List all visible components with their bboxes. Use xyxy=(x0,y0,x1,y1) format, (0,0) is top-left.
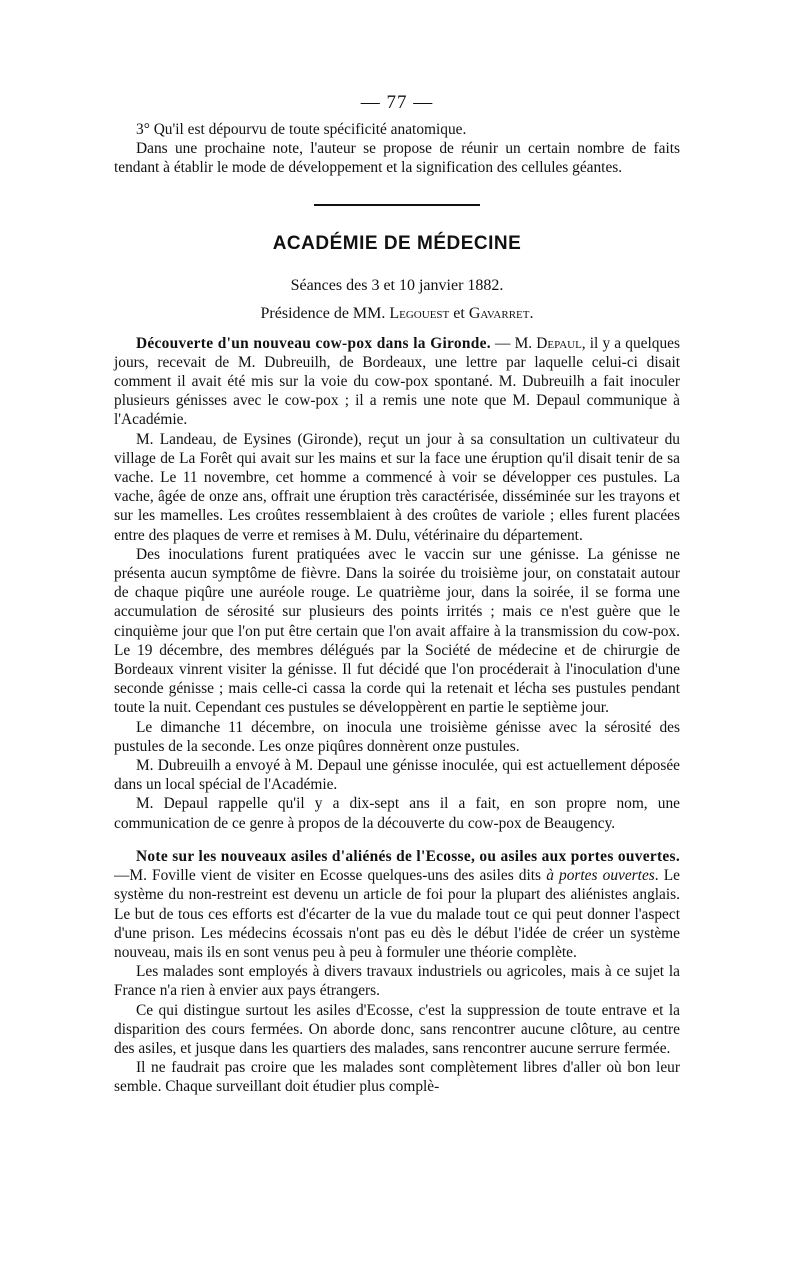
article-cow-pox xyxy=(114,334,680,833)
article2-p1-italic: à portes ouvertes xyxy=(546,867,655,885)
article2-heading: Note sur les nouveaux asiles d'aliénés de l'Ecosse, ou asiles aux portes ouvertes. xyxy=(136,847,680,865)
article1-paragraph-3: Des inoculations furent pratiquées avec le vaccin sur une génisse. La génisse ne présenta aucun symptôme de fièvre. Dans la soirée du troisième jour, on constatait autour de chaque piqûre une auréole rouge. Le quatrième jour, dans la soirée, il se forma une accumulation de sérosité sur plusieurs des points irrités ; mais ce n'est guère que le cinquième jour que l'on put être certain que l'on avait affaire à la transmission du cow-pox. Le 19 décembre, des membres délégués par la Société de médecine et de chirurgie de Bordeaux vinrent visiter la génisse. Il fut décidé que l'on procéderait à l'inoculation d'une seconde génisse ; mais celle-ci cassa la corde qui la retenait et lécha ses pustules pendant toute la nuit. Cependant ces pustules se développèrent en partie le septième jour. xyxy=(114,545,680,717)
president-gavarret: Gavarret xyxy=(468,304,530,322)
presidency-prefix: Présidence de MM. xyxy=(260,304,390,322)
article1-heading-dash: — xyxy=(490,334,515,352)
presidency-line xyxy=(114,304,680,324)
page-number: — 77 — xyxy=(360,92,434,113)
article1-paragraph-1 xyxy=(114,334,680,430)
section-divider xyxy=(314,204,480,206)
presidency-and: et xyxy=(449,304,469,322)
article2-paragraph-4: Il ne faudrait pas croire que les malades sont complètement libres d'aller où bon leur semble. Chaque surveillant doit étudier plus complè- xyxy=(114,1059,680,1096)
article1-heading: Découverte d'un nouveau cow-pox dans la Gironde. xyxy=(136,334,491,352)
article1-p1-text: , il y a quelques jours, recevait de M. Dubreuilh, de Bordeaux, une lettre par laquelle celui-ci disait comment il avait été mis sur la voie du cow-pox spontané. M. Dubreuilh a fait inoculer plusieurs génisses avec le cow-pox ; il a remis une note que M. Depaul communique à l'Académie. xyxy=(114,334,680,429)
page xyxy=(114,88,680,1097)
article1-lead-name xyxy=(515,335,582,352)
presidency-suffix: . xyxy=(529,304,534,322)
article1-paragraph-2: M. Landeau, de Eysines (Gironde), reçut un jour à sa consultation un cultivateur du village de La Forêt qui avait sur les mains et sur la face une éruption qu'il disait tenir de sa vache. Le 11 novembre, cet homme a commencé à voir se développer ces pustules. La vache, âgée de onze ans, offrait une éruption très caractérisée, disséminée sur les trayons et sur les mamelles. Les croûtes ressemblaient à des croûtes de variole ; elles furent placées entre des plaques de verre et remises à M. Dulu, vétérinaire du département. xyxy=(114,430,680,544)
article2-p1-a: —M. Foville vient de visiter en Ecosse quelques-uns des asiles dits xyxy=(114,867,547,885)
article1-paragraph-6: M. Depaul rappelle qu'il y a dix-sept ans il a fait, en son propre nom, une communication de ce genre à propos de la découverte du cow-pox de Beaugency. xyxy=(114,795,680,832)
article-asylums xyxy=(114,847,680,1097)
article1-paragraph-5: M. Dubreuilh a envoyé à M. Depaul une génisse inoculée, qui est actuellement déposée dans un local spécial de l'Académie. xyxy=(114,757,680,794)
president-legouest: Legouest xyxy=(389,304,450,322)
article1-paragraph-4: Le dimanche 11 décembre, on inocula une troisième génisse avec la sérosité des pustules de la seconde. Les onze piqûres donnèrent onze pustules. xyxy=(114,718,680,755)
article2-p1-b: . Le système du non-restreint est devenu un article de foi pour la plupart des aliénistes anglais. Le but de tous ces efforts est d'écarter de la vue du malade tout ce qui peut donner l'aspect d'une prison. Les médecins écossais n'ont pas eu dès le début l'idée de créer un système nouveau, mais ils en sont venus peu à peu à formuler une théorie complète. xyxy=(114,867,680,961)
sessions-dates: Séances des 3 et 10 janvier 1882. xyxy=(290,276,504,294)
academy-title: ACADÉMIE DE MÉDECINE xyxy=(272,232,522,254)
article2-paragraph-3: Ce qui distingue surtout les asiles d'Ecosse, c'est la suppression de toute entrave et la disparition des cours fermées. On aborde donc, sans rencontrer aucune clôture, au centre des asiles, et jusque dans les quartiers des malades, sans rencontrer aucune serrure fermée. xyxy=(114,1001,680,1057)
article2-paragraph-2: Les malades sont employés à divers travaux industriels ou agricoles, mais à ce sujet la France n'a rien à envier aux pays étrangers. xyxy=(114,963,680,1000)
article2-paragraph-1 xyxy=(114,847,680,962)
intro-paragraph-2: Dans une prochaine note, l'auteur se propose de réunir un certain nombre de faits tendant à établir le mode de développement et la signification des cellules géantes. xyxy=(114,140,680,177)
depaul-name: M. Depaul xyxy=(514,334,582,352)
intro-paragraph-1: 3° Qu'il est dépourvu de toute spécificité anatomique. xyxy=(136,121,467,138)
